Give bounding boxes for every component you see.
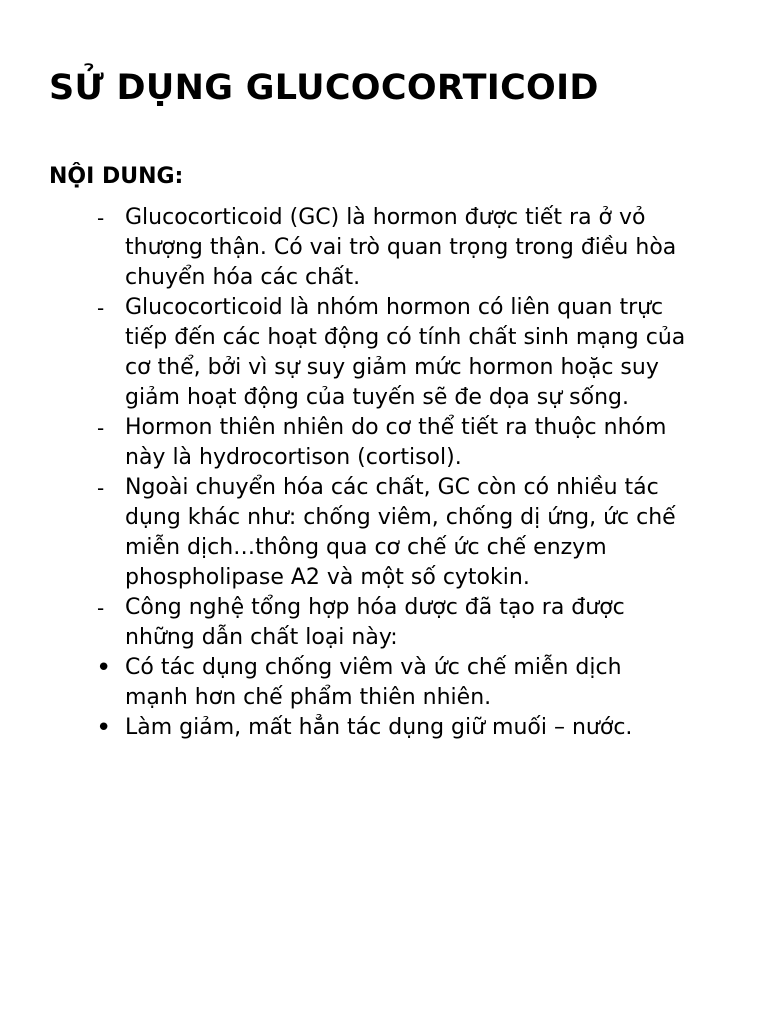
list-item-text: Glucocorticoid là nhóm hormon có liên quan trực tiếp đến các hoạt động có tính chất sinh mạng của cơ thể, bởi vì sự suy giảm mức hormon hoặc suy giảm hoạt động của tuyến sẽ đe dọa sự sống. xyxy=(125,295,686,410)
dash-marker: - xyxy=(97,596,105,620)
list-item-text: Công nghệ tổng hợp hóa dược đã tạo ra được những dẫn chất loại này: xyxy=(125,595,625,650)
bullet-marker: • xyxy=(96,653,112,683)
list-item xyxy=(0,203,768,293)
list-item-text: Hormon thiên nhiên do cơ thể tiết ra thuộc nhóm này là hydrocortison (cortisol). xyxy=(125,415,667,470)
list-item xyxy=(0,653,768,713)
list-item-text: Làm giảm, mất hẳn tác dụng giữ muối – nước. xyxy=(125,715,633,740)
content-list xyxy=(0,203,768,743)
list-item xyxy=(0,593,768,653)
list-item-text: Có tác dụng chống viêm và ức chế miễn dịch mạnh hơn chế phẩm thiên nhiên. xyxy=(125,655,622,710)
page-title: SỬ DỤNG GLUCOCORTICOID xyxy=(49,68,599,108)
bullet-marker: • xyxy=(96,713,112,743)
section-heading: NỘI DUNG: xyxy=(49,164,184,189)
list-item-text: Glucocorticoid (GC) là hormon được tiết ra ở vỏ thượng thận. Có vai trò quan trọng trong điều hòa chuyển hóa các chất. xyxy=(125,205,677,290)
dash-marker: - xyxy=(97,296,105,320)
list-item xyxy=(0,473,768,593)
list-item xyxy=(0,413,768,473)
dash-marker: - xyxy=(97,206,105,230)
dash-marker: - xyxy=(97,476,105,500)
list-item xyxy=(0,293,768,413)
list-item xyxy=(0,713,768,743)
list-item-text: Ngoài chuyển hóa các chất, GC còn có nhiều tác dụng khác như: chống viêm, chống dị ứng, ức chế miễn dịch…thông qua cơ chế ức chế enzym phospholipase A2 và một số cytokin. xyxy=(125,475,676,590)
dash-marker: - xyxy=(97,416,105,440)
